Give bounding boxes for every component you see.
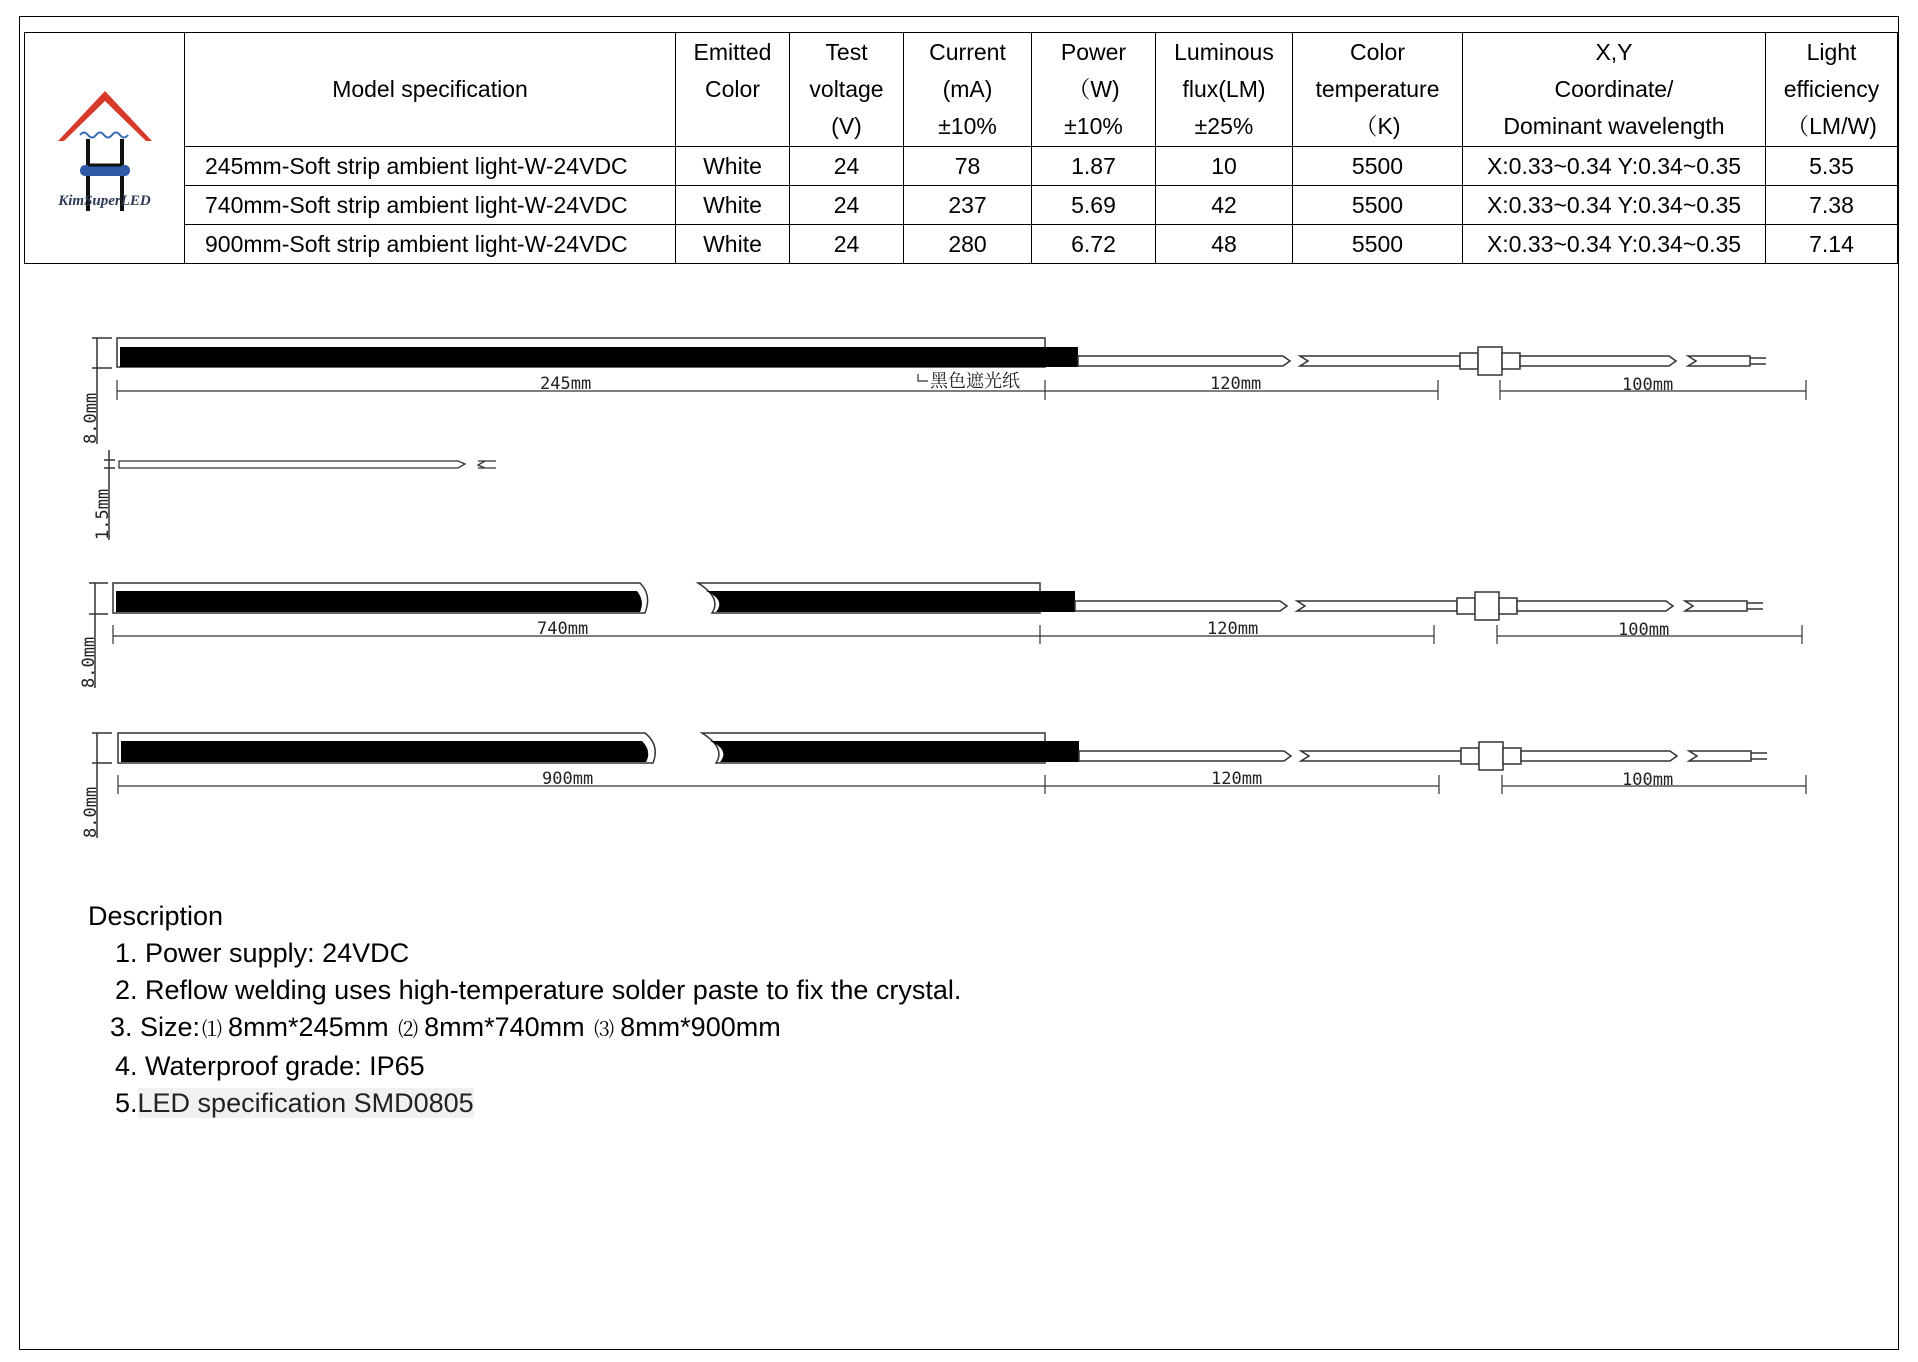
cell-power: 6.72 — [1032, 225, 1156, 264]
profile-thickness-label: 1.5mm — [93, 488, 113, 540]
cell-color: White — [676, 186, 790, 225]
cell-model: 245mm-Soft strip ambient light-W-24VDC — [185, 147, 676, 186]
strip-1-length-label: 245mm — [540, 374, 592, 394]
cell-cct: 5500 — [1293, 225, 1463, 264]
strip-1-wire1-label: 120mm — [1210, 374, 1262, 394]
cell-xy: X:0.33~0.34 Y:0.34~0.35 — [1463, 186, 1766, 225]
strip-3-height-label: 8.0mm — [81, 786, 101, 838]
cell-efficiency: 5.35 — [1766, 147, 1898, 186]
cell-power: 1.87 — [1032, 147, 1156, 186]
cell-xy: X:0.33~0.34 Y:0.34~0.35 — [1463, 147, 1766, 186]
cell-voltage: 24 — [790, 225, 904, 264]
cell-flux: 48 — [1156, 225, 1293, 264]
cell-efficiency: 7.38 — [1766, 186, 1898, 225]
header-light-efficiency: Light efficiency （LM/W) — [1766, 33, 1898, 147]
strip-3-wire1-label: 120mm — [1211, 769, 1263, 789]
header-current: Current (mA) ±10% — [904, 33, 1032, 147]
strip-2-drawing — [79, 583, 1802, 688]
logo-brand-text: KimSuperLED — [58, 193, 151, 209]
cell-efficiency: 7.14 — [1766, 225, 1898, 264]
description-item-welding: 2. Reflow welding uses high-temperature solder paste to fix the crystal. — [115, 975, 962, 1005]
profile-drawing — [93, 450, 496, 540]
strip-2-wire1-label: 120mm — [1207, 619, 1259, 639]
header-emitted-color: Emitted Color — [676, 33, 790, 147]
header-model: Model specification — [185, 33, 676, 147]
strip-3-wire2-label: 100mm — [1622, 770, 1674, 790]
cell-power: 5.69 — [1032, 186, 1156, 225]
cell-xy: X:0.33~0.34 Y:0.34~0.35 — [1463, 225, 1766, 264]
shading-paper-label: 黑色遮光纸 — [930, 371, 1020, 392]
strip-2-height-label: 8.0mm — [79, 636, 99, 688]
cell-model: 900mm-Soft strip ambient light-W-24VDC — [185, 225, 676, 264]
strip-1-drawing — [81, 338, 1806, 444]
strip-1-height-label: 8.0mm — [81, 392, 101, 444]
description-item-led: 5.LED specification SMD0805 — [115, 1088, 474, 1118]
cell-current: 280 — [904, 225, 1032, 264]
strip-1-wire2-label: 100mm — [1622, 375, 1674, 395]
header-color-temperature: Color temperature （K) — [1293, 33, 1463, 147]
strip-2-wire2-label: 100mm — [1618, 620, 1670, 640]
cell-current: 237 — [904, 186, 1032, 225]
cell-voltage: 24 — [790, 147, 904, 186]
strip-3-drawing — [81, 733, 1806, 838]
cell-cct: 5500 — [1293, 147, 1463, 186]
description-item-waterproof: 4. Waterproof grade: IP65 — [115, 1051, 425, 1081]
cell-color: White — [676, 225, 790, 264]
strip-3-length-label: 900mm — [542, 769, 594, 789]
cell-cct: 5500 — [1293, 186, 1463, 225]
description-list — [88, 935, 961, 1122]
header-test-voltage: Test voltage (V) — [790, 33, 904, 147]
header-luminous-flux: Luminous flux(LM) ±25% — [1156, 33, 1293, 147]
strip-2-length-label: 740mm — [537, 619, 589, 639]
cell-flux: 42 — [1156, 186, 1293, 225]
description-section — [88, 898, 961, 1122]
cell-flux: 10 — [1156, 147, 1293, 186]
description-item-power: 1. Power supply: 24VDC — [115, 938, 410, 968]
cell-color: White — [676, 147, 790, 186]
cell-current: 78 — [904, 147, 1032, 186]
header-power: Power （W) ±10% — [1032, 33, 1156, 147]
cell-voltage: 24 — [790, 186, 904, 225]
description-item-size: 3. Size: ⑴ 8mm*245mm ⑵ 8mm*740mm ⑶ 8mm*900mm — [110, 1012, 781, 1042]
description-title: Description — [88, 901, 224, 931]
cell-model: 740mm-Soft strip ambient light-W-24VDC — [185, 186, 676, 225]
header-xy-coordinate: X,Y Coordinate/ Dominant wavelength — [1463, 33, 1766, 147]
